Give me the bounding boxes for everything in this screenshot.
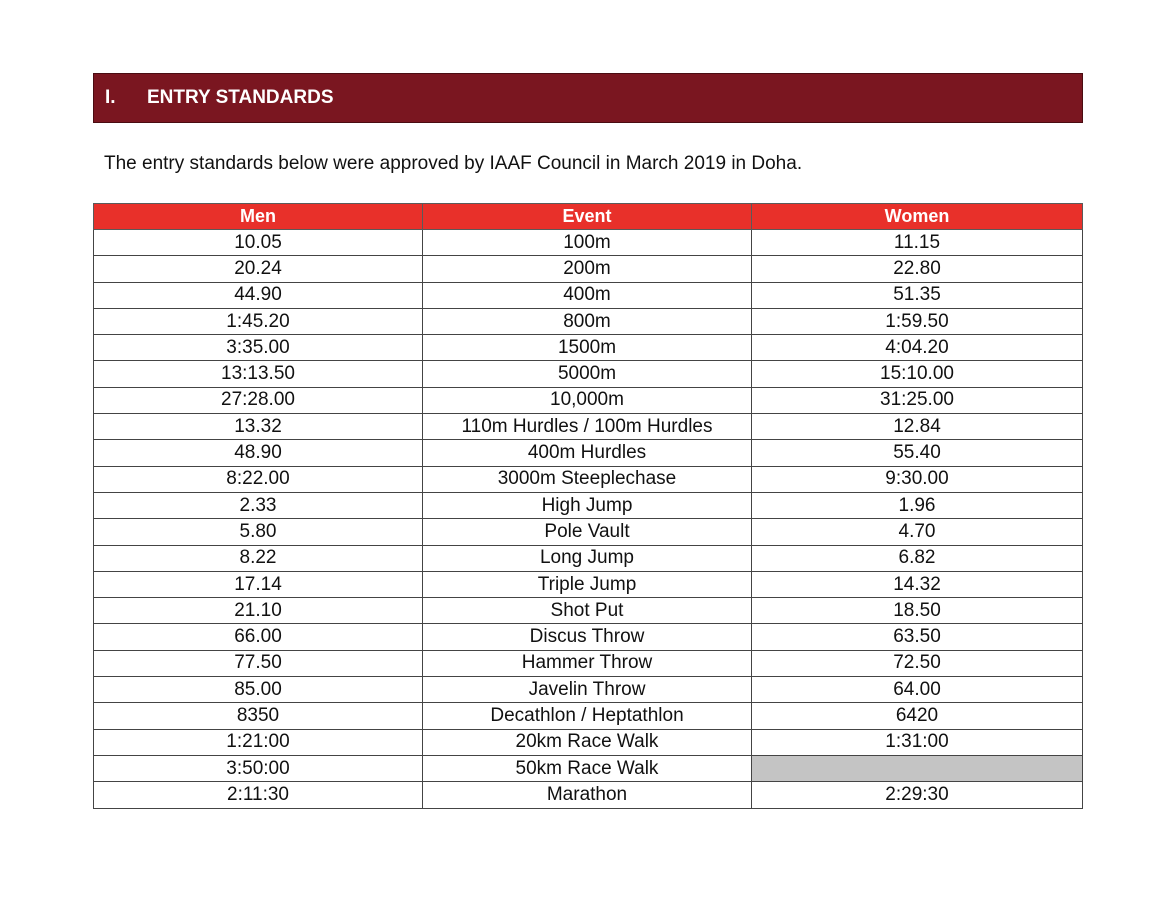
cell-event: 800m [423, 308, 752, 334]
cell-women: 1:31:00 [752, 729, 1083, 755]
cell-men: 3:50:00 [94, 755, 423, 781]
cell-men: 3:35.00 [94, 335, 423, 361]
table-row [94, 571, 1083, 597]
table-row [94, 782, 1083, 808]
cell-men: 8:22.00 [94, 466, 423, 492]
cell-women: 63.50 [752, 624, 1083, 650]
table-row [94, 703, 1083, 729]
table-row [94, 624, 1083, 650]
cell-event: Javelin Throw [423, 677, 752, 703]
cell-women: 51.35 [752, 282, 1083, 308]
cell-men: 5.80 [94, 519, 423, 545]
cell-women: 12.84 [752, 414, 1083, 440]
cell-men: 10.05 [94, 230, 423, 256]
cell-men: 66.00 [94, 624, 423, 650]
cell-event: 110m Hurdles / 100m Hurdles [423, 414, 752, 440]
cell-women: 31:25.00 [752, 387, 1083, 413]
cell-men: 20.24 [94, 256, 423, 282]
table-row [94, 545, 1083, 571]
cell-men: 17.14 [94, 571, 423, 597]
cell-event: 10,000m [423, 387, 752, 413]
cell-event: 1500m [423, 335, 752, 361]
table-row [94, 414, 1083, 440]
entry-standards-table [93, 203, 1083, 809]
cell-men: 85.00 [94, 677, 423, 703]
cell-event: Discus Throw [423, 624, 752, 650]
cell-event: 5000m [423, 361, 752, 387]
table-row [94, 492, 1083, 518]
cell-men: 27:28.00 [94, 387, 423, 413]
cell-women: 2:29:30 [752, 782, 1083, 808]
cell-event: Marathon [423, 782, 752, 808]
table-row [94, 230, 1083, 256]
cell-event: Pole Vault [423, 519, 752, 545]
section-number: I. [105, 87, 116, 108]
column-header-women: Women [752, 204, 1083, 230]
cell-event: 400m Hurdles [423, 440, 752, 466]
cell-women: 4:04.20 [752, 335, 1083, 361]
table-header-row [94, 204, 1083, 230]
cell-men: 8350 [94, 703, 423, 729]
cell-women: 22.80 [752, 256, 1083, 282]
cell-women: 1.96 [752, 492, 1083, 518]
cell-men: 77.50 [94, 650, 423, 676]
cell-women: 1:59.50 [752, 308, 1083, 334]
table-row [94, 256, 1083, 282]
column-header-event: Event [423, 204, 752, 230]
cell-men: 2:11:30 [94, 782, 423, 808]
cell-women: 4.70 [752, 519, 1083, 545]
cell-women: 55.40 [752, 440, 1083, 466]
table-row [94, 466, 1083, 492]
table-row [94, 361, 1083, 387]
table-row [94, 729, 1083, 755]
cell-event: Decathlon / Heptathlon [423, 703, 752, 729]
table-row [94, 440, 1083, 466]
cell-men: 1:21:00 [94, 729, 423, 755]
cell-event: 3000m Steeplechase [423, 466, 752, 492]
cell-event: 100m [423, 230, 752, 256]
cell-event: Long Jump [423, 545, 752, 571]
cell-men: 44.90 [94, 282, 423, 308]
cell-women: 64.00 [752, 677, 1083, 703]
table-row [94, 519, 1083, 545]
table-row [94, 755, 1083, 781]
cell-women: 6420 [752, 703, 1083, 729]
table-row [94, 677, 1083, 703]
table-row [94, 650, 1083, 676]
intro-text: The entry standards below were approved by IAAF Council in March 2019 in Doha. [104, 153, 803, 174]
cell-men: 48.90 [94, 440, 423, 466]
cell-women: 18.50 [752, 598, 1083, 624]
cell-men: 2.33 [94, 492, 423, 518]
cell-men: 13.32 [94, 414, 423, 440]
table-row [94, 387, 1083, 413]
cell-event: Shot Put [423, 598, 752, 624]
cell-event: 20km Race Walk [423, 729, 752, 755]
table-body [94, 230, 1083, 809]
cell-women: 15:10.00 [752, 361, 1083, 387]
table-row [94, 598, 1083, 624]
cell-men: 1:45.20 [94, 308, 423, 334]
table-row [94, 308, 1083, 334]
cell-women: 9:30.00 [752, 466, 1083, 492]
cell-men: 21.10 [94, 598, 423, 624]
cell-women: 72.50 [752, 650, 1083, 676]
cell-women: 11.15 [752, 230, 1083, 256]
table-row [94, 335, 1083, 361]
cell-women: 14.32 [752, 571, 1083, 597]
cell-event: Hammer Throw [423, 650, 752, 676]
section-header [93, 73, 1083, 123]
cell-event: Triple Jump [423, 571, 752, 597]
cell-event: 50km Race Walk [423, 755, 752, 781]
cell-men: 8.22 [94, 545, 423, 571]
cell-men: 13:13.50 [94, 361, 423, 387]
column-header-men: Men [94, 204, 423, 230]
table-row [94, 282, 1083, 308]
cell-event: 400m [423, 282, 752, 308]
cell-event: High Jump [423, 492, 752, 518]
cell-women [752, 755, 1083, 781]
cell-women: 6.82 [752, 545, 1083, 571]
cell-event: 200m [423, 256, 752, 282]
section-title: ENTRY STANDARDS [147, 87, 334, 108]
